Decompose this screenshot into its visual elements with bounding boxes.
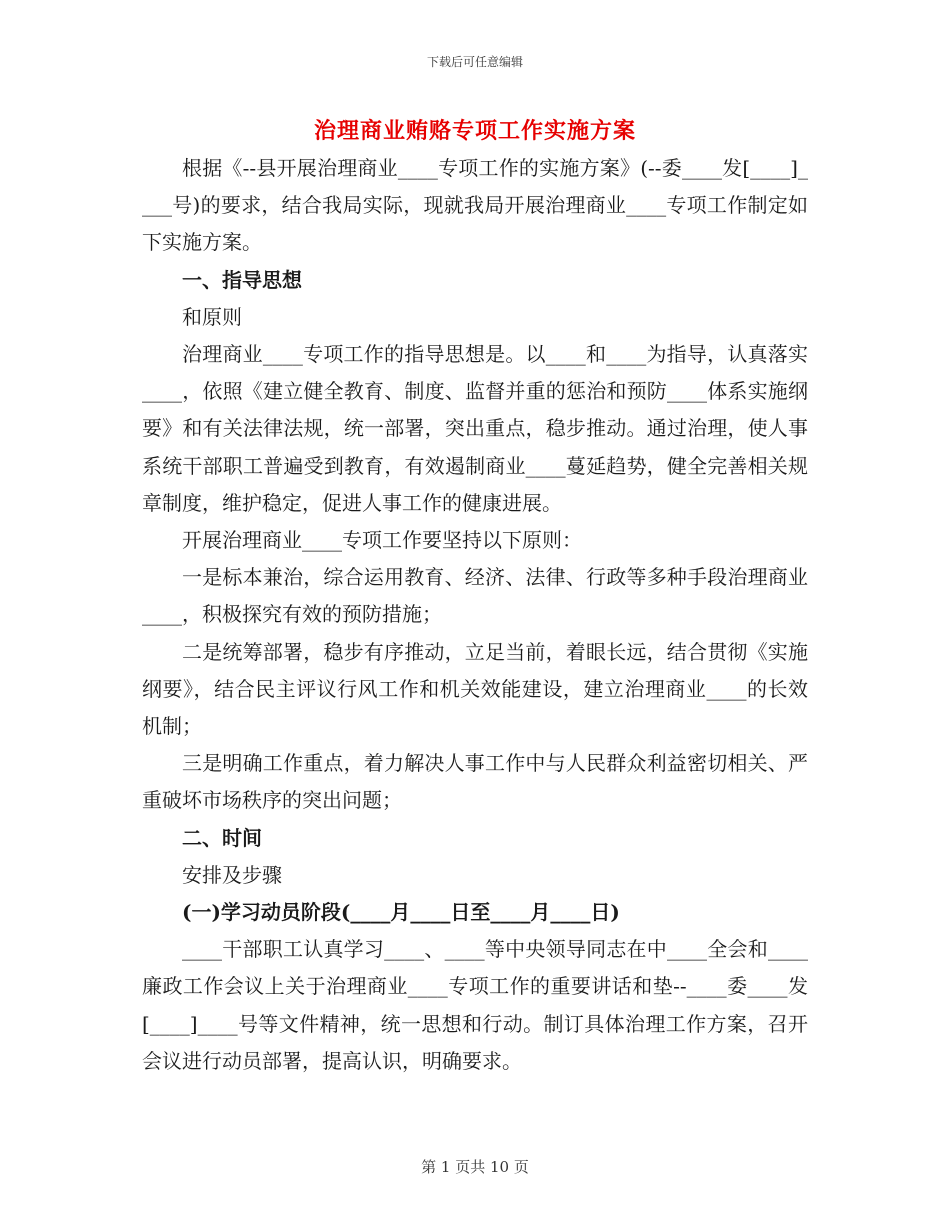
paragraph-principle-1: 一是标本兼治，综合运用教育、经济、法律、行政等多种手段治理商业____，积极探究有效的预防措施； [142, 565, 808, 627]
paragraph-guiding-ideology: 治理商业____专项工作的指导思想是。以____和____为指导，认真落实____，依照《建立健全教育、制度、监督并重的惩治和预防____体系实施纲要》和有关法律法规，统一部署，突出重点，稳步推动。通过治理，使人事系统干部职工普遍受到教育，有效遏制商业____蔓延趋势，健全完善相关规章制度，维护稳定，促进人事工作的健康进展。 [142, 342, 808, 515]
heading-guiding-ideology: 一、指导思想 [182, 267, 302, 292]
heading-time: 二、时间 [182, 825, 262, 850]
paragraph-and-principles: 和原则 [182, 304, 242, 329]
paragraph-principle-3: 三是明确工作重点，着力解决人事工作中与人民群众利益密切相关、严重破坏市场秩序的突出问题； [142, 751, 808, 813]
paragraph-arrangement: 安排及步骤 [182, 862, 282, 887]
paragraph-intro: 根据《--县开展治理商业____专项工作的实施方案》(--委____发[____]____号)的要求，结合我局实际，现就我局开展治理商业____专项工作制定如下实施方案。 [142, 156, 808, 255]
document-title: 治理商业贿赂专项工作实施方案 [313, 118, 636, 144]
page-footer: 第 1 页共 10 页 [421, 1158, 529, 1176]
document-body [142, 150, 808, 1080]
paragraph-principles-intro: 开展治理商业____专项工作要坚持以下原则： [182, 528, 582, 553]
paragraph-study-mobilization: ____干部职工认真学习____、____等中央领导同志在中____全会和____廉政工作会议上关于治理商业____专项工作的重要讲话和垫--____委____发[____]____号等文件精神，统一思想和行动。制订具体治理工作方案，召开会议进行动员部署，提高认识，明确要求。 [142, 937, 808, 1073]
heading-study-mobilization: (一)学习动员阶段(____月____日至____月____日) [182, 900, 620, 925]
page-header: 下载后可任意编辑 [426, 55, 523, 69]
paragraph-principle-2: 二是统筹部署，稳步有序推动，立足当前，着眼长远，结合贯彻《实施纲要》，结合民主评议行风工作和机关效能建设，建立治理商业____的长效机制； [142, 639, 808, 739]
